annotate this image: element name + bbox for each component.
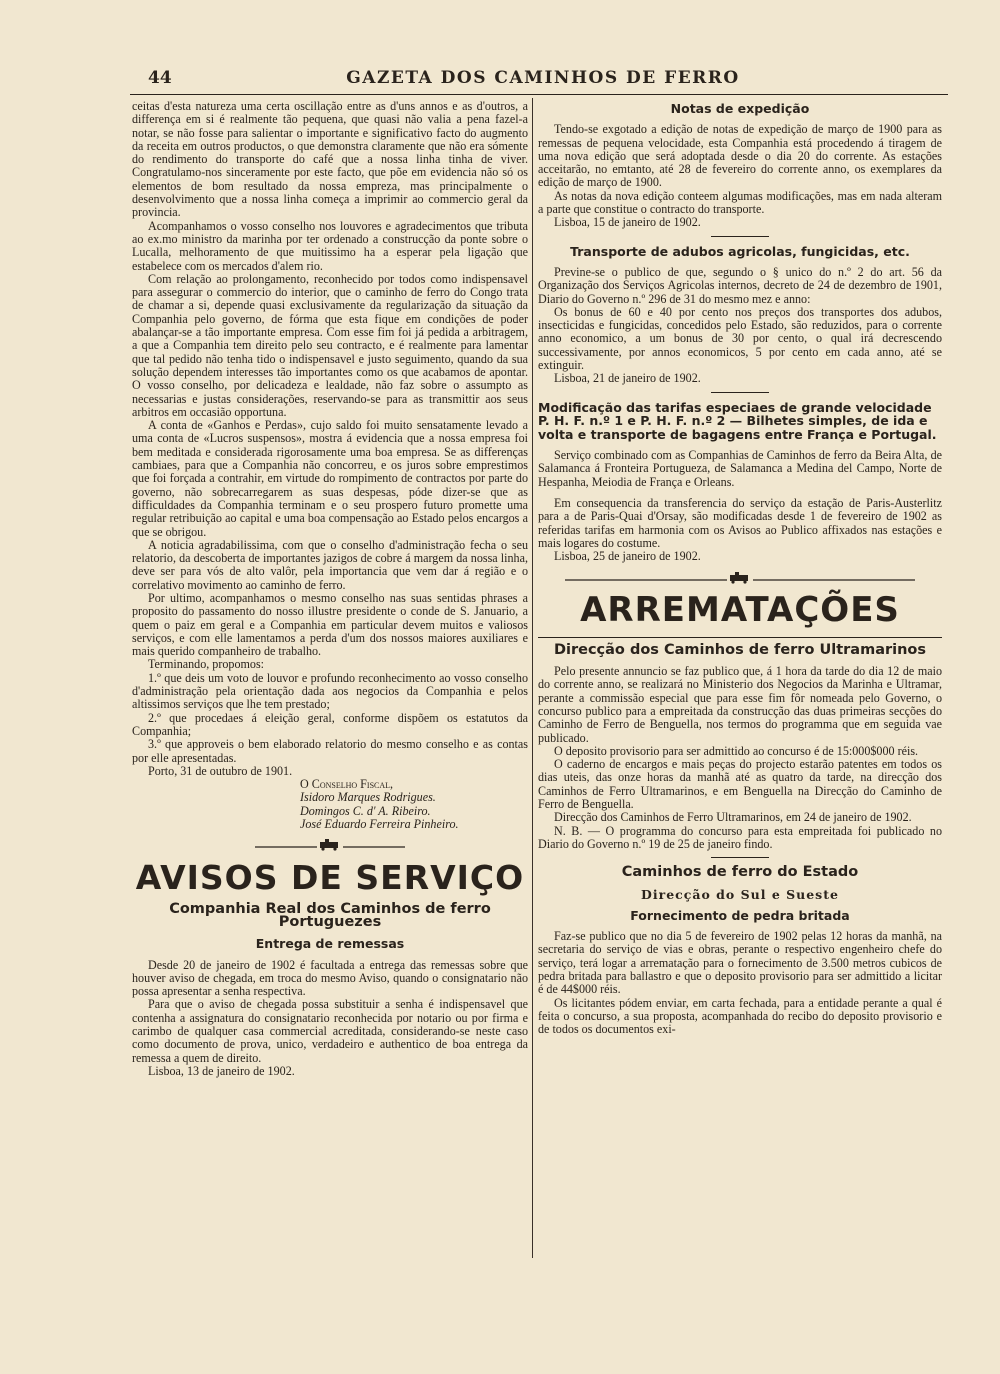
signature-name: Isidoro Marques Rodrigues.: [300, 790, 436, 805]
pedra-paragraph: Os licitantes pódem enviar, em carta fechada, para a entidade perante a qual é feita o concurso, a sua proposta, acompanhada do recibo do deposito provisorio e de todos os documentos exi-: [538, 995, 942, 1037]
left-paragraph: ceitas d'esta natureza uma certa oscillação entre as d'uns annos e as d'outros, a differença em si é realmente tão pequena, que quasi não valia a pena fazel-a notar, se não fosse para salientar o importante e significativo facto do augmento da receita em outros productos, o que demonstra claramente que não era sómente do rendimento do transporte do café que a nossa linha tinha de viver. Congratulamo-nos sinceramente por este facto, que põe em evidencia não só os elementos de bom resultado da nossa empreza, mas principalmente o desenvolvimento que a nossa linha começa a imprimir ao commercio geral da provincia.: [132, 99, 528, 220]
left-paragraph: Com relação ao prolongamento, reconhecido por todos como indispensavel para assegurar o commercio do interior, que o caminho de ferro do Congo trata de chamar a si, depende quasi exclusivamente da regularização da situação da Companhia pelo governo, de fórma que esta fique em condições de poder abalançar-se a tão importante empresa. Com esse fim foi já pedida a arbitragem, a que a Companhia tem direito pelo seu contracto, e é realmente para lamentar que tal pedido não tenha tido o indispensavel e justo seguimento, quando da sua solução dependem interesses tão importantes como os que acabamos de apontar. O vosso conselho, por delicadeza e lealdade, não faz sobre o assumpto as necessarias e justas considerações, reservando-se para as transmittir aos seus arbitros em occasião opportuna.: [132, 271, 528, 419]
left-paragraph: A noticia agradabilissima, com que o conselho d'administração fecha o seu relatorio, da descoberta de importantes jazigos de cobre á margem da nossa linha, deve ser para vós de alto valôr, pela importancia que vem dar á região e o correlativo movimento ao caminho de ferro.: [132, 537, 528, 592]
adubos-title: Transporte de adubos agricolas, fungicidas, etc.: [570, 243, 910, 259]
adubos-paragraph: Os bonus de 60 e 40 por cento nos preços dos transportes dos adubos, insecticidas e fungicidas, concedidos pelo Estado, são reduzidos, para o corrente anno economico, a um bonus de 30 por cento, o qual irá decrescendo successivamente, por annos economicos, 5 por cento em cada anno, até se extinguir.: [538, 304, 942, 373]
section-rule: [711, 857, 769, 858]
adubos-paragraph: Lisboa, 21 de janeiro de 1902.: [554, 371, 701, 386]
left-paragraph: Por ultimo, acompanhamos o mesmo conselho nas suas sentidas phrases a proposito do passamento do nosso illustre presidente o conde de S. Januario, a quem o paiz em geral e a Companhia em particular devem muitos e valiosos serviços, e com elle lamentamos a perda d'um dos nossos maiores auxiliares e mais querido companheiro de trabalho.: [132, 590, 528, 659]
avisos-heading: AVISOS DE SERVIÇO: [135, 857, 525, 897]
entrega-paragraph: Para que o aviso de chegada possa substituir a senha é indispensavel que contenha a assignatura do consignatario reconhecida por notario ou por firma e carimbo de qualquer casa commercial acreditada, considerando-se neste caso como documento de prova, unico, verdadeiro e authentico de boa entrega da remessa a quem de direito.: [132, 997, 528, 1065]
signature-name: Domingos C. d' A. Ribeiro.: [300, 803, 431, 818]
sul-title: Direcção do Sul e Sueste: [641, 886, 839, 902]
modificacao-paragraph: Lisboa, 25 de janeiro de 1902.: [554, 549, 701, 564]
left-paragraph: Terminando, propomos:: [148, 657, 265, 672]
section-rule: [538, 637, 942, 638]
direccao-paragraph: O caderno de encargos e mais peças do projecto estarão patentes em todos os dias uteis, das onze horas da manhã até as quatro da tarde, na direcção dos Caminhos de Ferro Ultramarinos, e em Benguella na Direcção do Caminho de Ferro de Benguella.: [538, 757, 942, 812]
modificacao-paragraph: Serviço combinado com as Companhias de Caminhos de ferro da Beira Alta, de Salamanca á Fronteira Portugueza, de Salamanca a Medina del Campo, Norte de Hespanha, Meiodia de França e Orleans.: [538, 448, 942, 489]
signature-block: [132, 778, 528, 831]
notas-title: Notas de expedição: [670, 101, 810, 116]
notas-paragraph: As notas da nova edição conteem algumas modificações, mas em nada alteram a parte que constitue o contracto do transporte.: [538, 188, 942, 217]
direccao-paragraph: Pelo presente annuncio se faz publico que, á 1 hora da tarde do dia 12 de maio do corrente anno, se realizará no Ministerio dos Negocios da Marinha e Ultramar, perante a commissão especial que para esse fim fôr nomeada pelo Governo, o concurso publico para a empreitada da construcção das duas primeiras secções do Caminho de Ferro de Benguella, nos termos do programma que em seguida vae publicado.: [538, 664, 942, 745]
left-column: [132, 100, 528, 1078]
pedra-title: Fornecimento de pedra britada: [630, 907, 850, 923]
section-rule: [711, 236, 769, 237]
entrega-title: Entrega de remessas: [255, 936, 405, 952]
left-paragraph: A conta de «Ganhos e Perdas», cujo saldo foi muito sensatamente levado a uma conta de «Lucros suspensos», mostra á evidencia que a nossa empresa foi bem meditada e considerada rigorosamente uma boa empresa. Se as differenças cambiaes, para que a Companhia não concorreu, e os juros sobre emprestimos que foi forçada a contrahir, em virtude do rompimento de contractos por parte do governo, não sobrecarregarem as suas despesas, póde dizer-se que as difficuldades da Companhia terminam e o seu prospero futuro promette uma regular retribuição ao capital e uma boa compensação ao Estado pelos encargos a que se obrigou.: [132, 418, 528, 539]
signature-name: José Eduardo Ferreira Pinheiro.: [300, 817, 459, 832]
notas-paragraph: Lisboa, 15 de janeiro de 1902.: [554, 215, 701, 230]
modificacao-paragraph: Em consequencia da transferencia do serviço da estação de Paris-Austerlitz para a de Paris-Quai d'Orsay, são modificadas desde 1 de fevereiro de 1902 as referidas tarifas em harmonia com os Avisos ao Publico affixados nas estações e mais logares do costume.: [538, 496, 942, 550]
notas-paragraph: Tendo-se exgotado a edição de notas de expedição de março de 1900 para as remessas de pequena velocidade, esta Companhia está procedendo á tiragem de uma nova edição que será adoptada desde o dia 20 do corrente. As estações acceitarão, no emtanto, até 28 de fevereiro do corrente anno, os exemplares da edição de março de 1900.: [538, 122, 942, 190]
direccao-title: Direcção dos Caminhos de ferro Ultramarinos: [553, 641, 927, 658]
masthead-title: GAZETA DOS CAMINHOS DE FERRO: [346, 68, 740, 88]
left-paragraph: 3.º que approveis o bem elaborado relatorio do mesmo conselho e as contas por elle apresentadas.: [132, 737, 528, 765]
direccao-paragraph: O deposito provisorio para ser admittido ao concurso é de 15:000$000 réis.: [554, 743, 919, 758]
avisos-company: Companhia Real dos Caminhos de ferro Portuguezes: [169, 900, 491, 930]
column-divider: [532, 98, 533, 1258]
direccao-paragraph: N. B. — O programma do concurso para esta empreitada foi publicado no Diario do Governo n.º 19 de 25 de janeiro findo.: [538, 823, 942, 851]
locomotive-ornament-icon: [132, 839, 528, 854]
locomotive-ornament-icon: [538, 572, 942, 587]
page-number: 44: [148, 68, 172, 88]
left-paragraph: Acompanhamos o vosso conselho nos louvores e agradecimentos que tributa ao ex.mo ministro da marinha por ter ordenado a construcção da ponte sobre o Lucalla, melhoramento de que muitissimo ha a esperar pela ligação que estabelece com os mercados d'alem rio.: [132, 218, 528, 273]
right-column: [538, 100, 942, 1037]
entrega-paragraph: Lisboa, 13 de janeiro de 1902.: [148, 1063, 295, 1078]
signature-title: O Conselho Fiscal,: [300, 777, 394, 792]
estado-title: Caminhos de ferro do Estado: [621, 864, 859, 881]
header-rule: [130, 94, 948, 95]
direccao-paragraph: Direcção dos Caminhos de Ferro Ultramarinos, em 24 de janeiro de 1902.: [554, 810, 912, 825]
adubos-paragraph: Previne-se o publico de que, segundo o § unico do n.º 2 do art. 56 da Organização dos Serviços Agricolas internos, decreto de 24 de dezembro de 1901, Diario do Governo n.º 296 de 31 do mesmo mez e anno:: [538, 264, 942, 306]
arrematacoes-heading: ARREMATAÇÕES: [580, 589, 900, 630]
modificacao-title: Modificação das tarifas especiaes de grande velocidade P. H. F. n.º 1 e P. H. F. n.º 2 — Bilhetes simples, de ida e volta e transporte de bagagens entre França e Portugal.: [538, 399, 937, 442]
left-paragraph: Porto, 31 de outubro de 1901.: [148, 763, 293, 778]
entrega-paragraph: Desde 20 de janeiro de 1902 é facultada a entrega das remessas sobre que houver aviso de chegada, em troca do mesmo Aviso, quando o consignatario não possa apresentar a senha respectiva.: [132, 957, 528, 999]
left-paragraph: 2.º que procedaes á eleição geral, conforme dispõem os estatutos da Companhia;: [132, 710, 528, 738]
section-rule: [711, 392, 769, 393]
left-paragraph: 1.º que deis um voto de louvor e profundo reconhecimento ao vosso conselho d'administração pela orientação dada aos negocios da Companhia e pelos altissimos serviços que lhe tem prestado;: [132, 670, 528, 712]
page-header: [140, 66, 946, 92]
pedra-paragraph: Faz-se publico que no dia 5 de fevereiro de 1902 pelas 12 horas da manhã, na secretaria do serviço de vias e obras, perante o respectivo engenheiro chefe do serviço, terá logar a arrematação para o fornecimento de 3.500 metros cubicos de pedra britada para ballastro e que o deposito provisorio para ser admittido a licitar é de 44$000 réis.: [538, 929, 942, 997]
